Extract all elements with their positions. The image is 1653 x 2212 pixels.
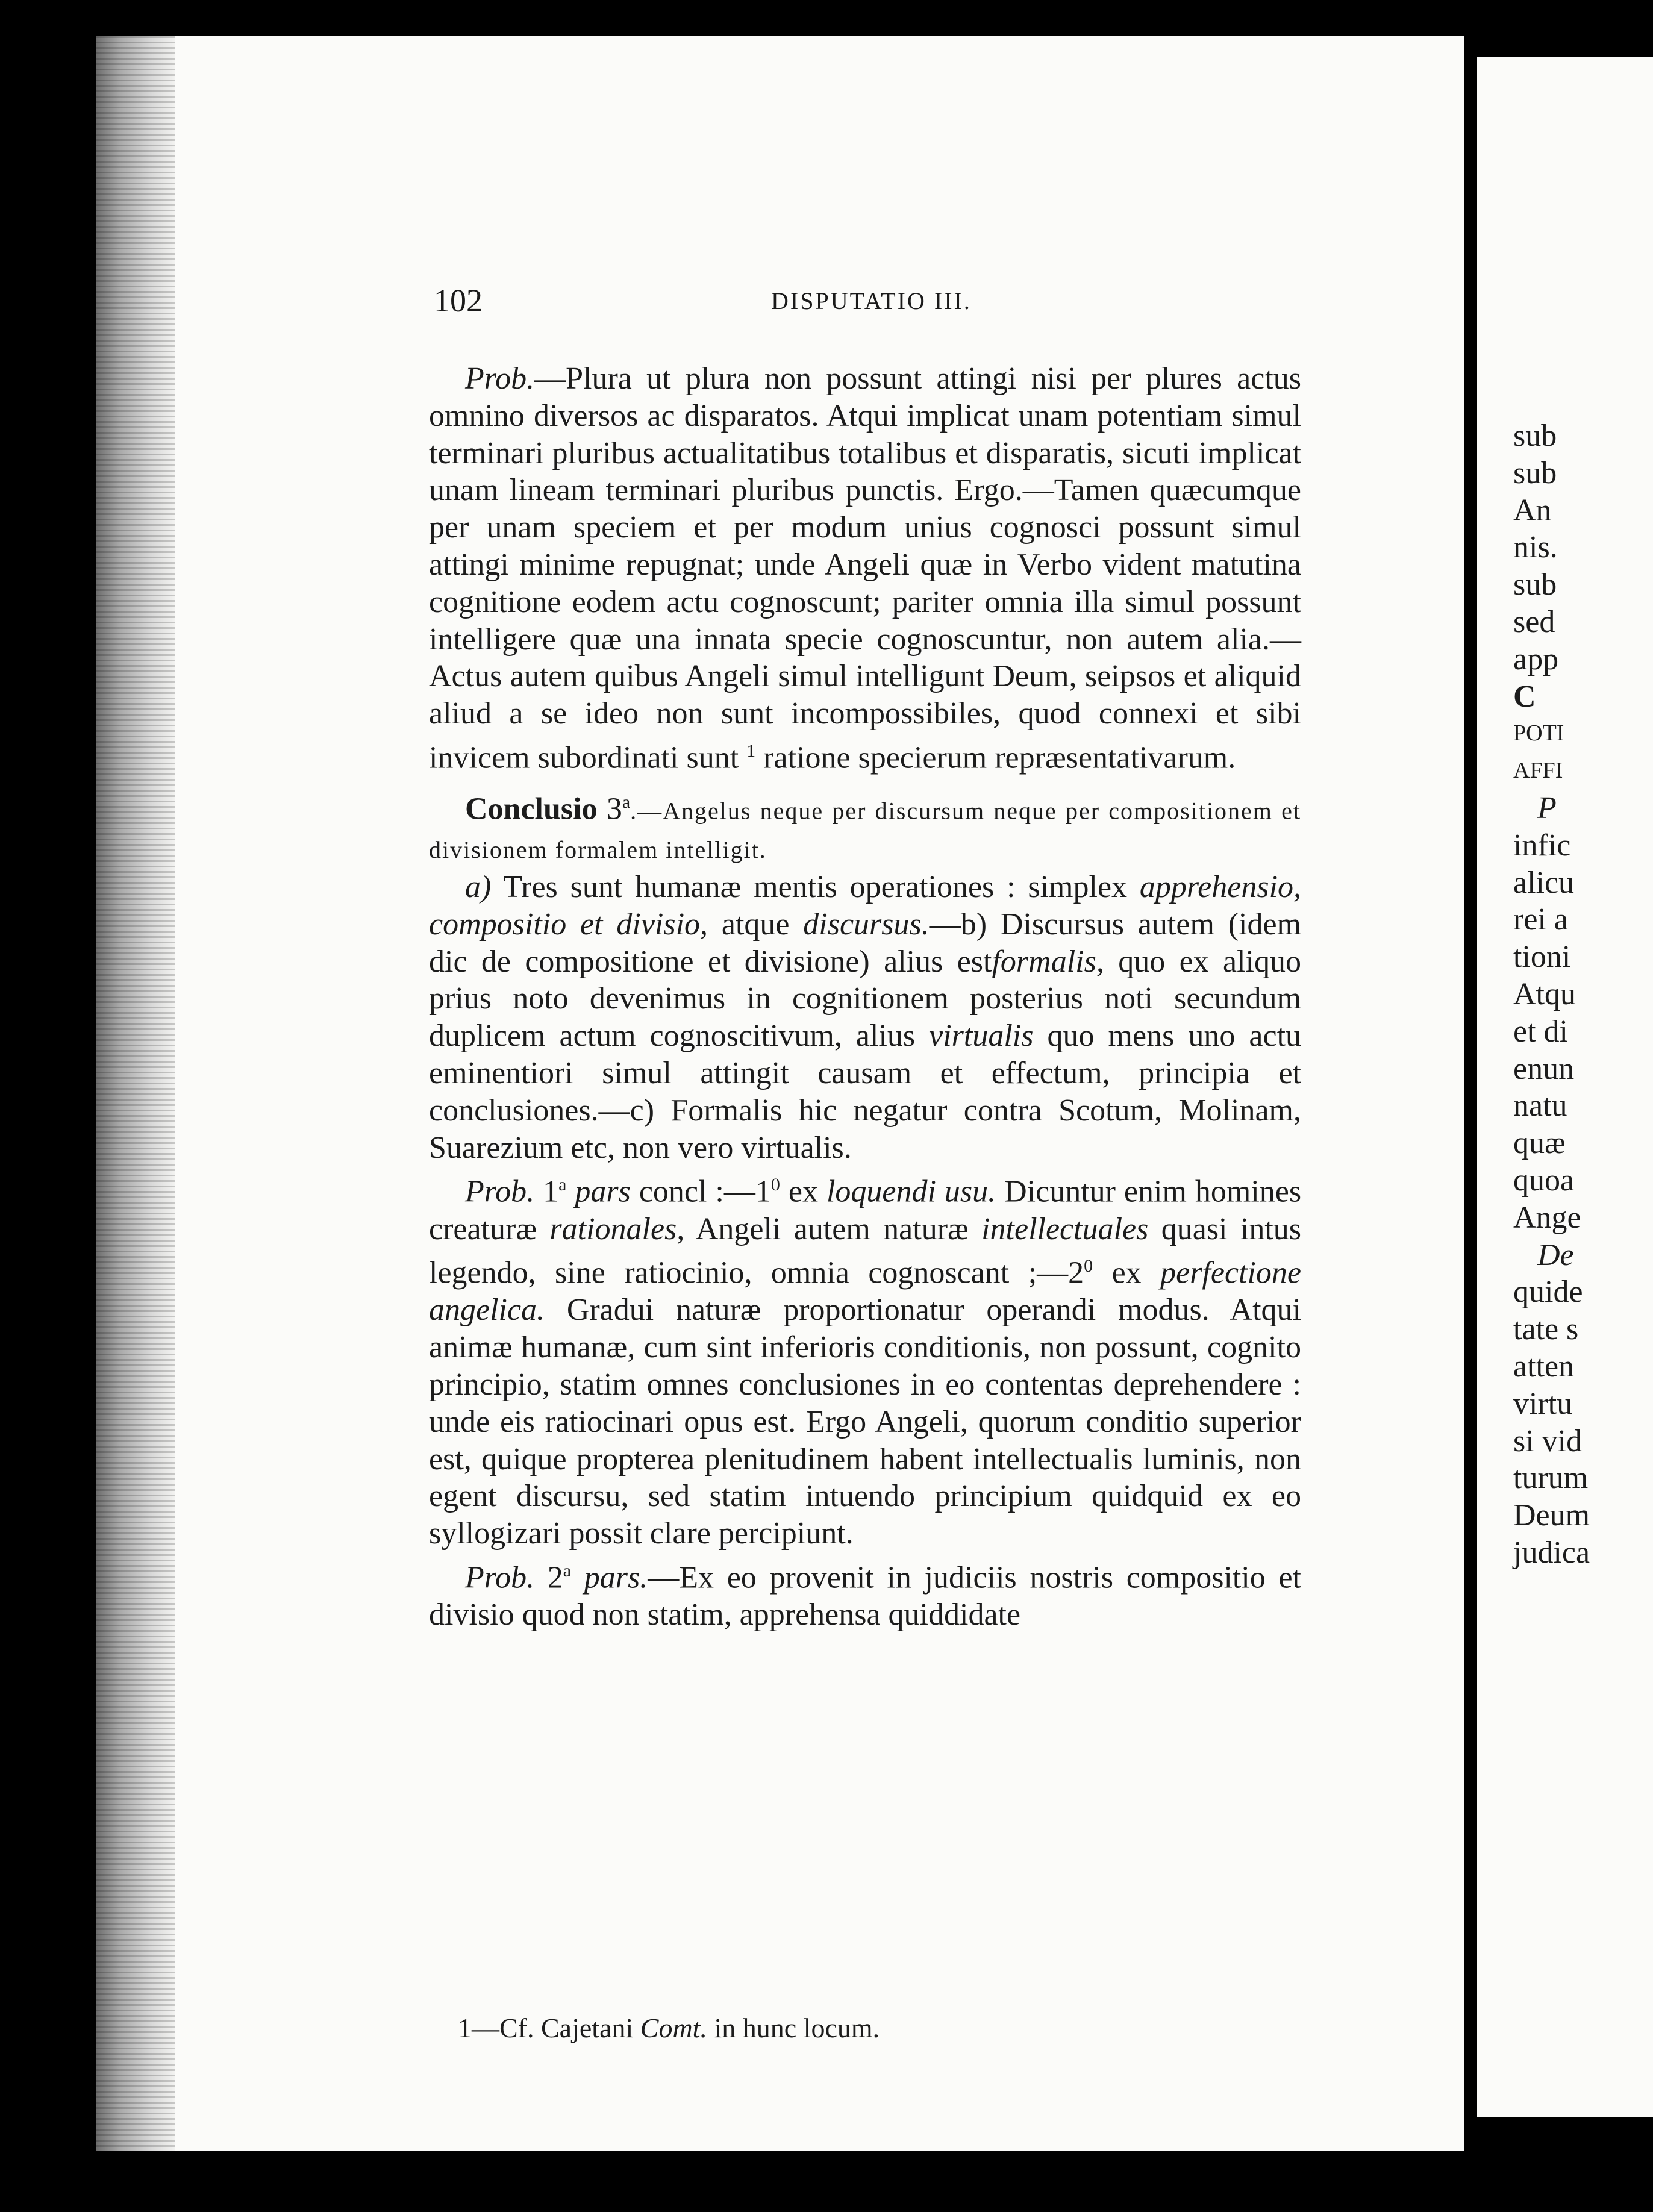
fragment-line: sub: [1513, 567, 1557, 602]
fragment-line: rei a: [1513, 902, 1568, 937]
fragment-line: quæ: [1513, 1126, 1566, 1161]
fragment-line: AFFI: [1513, 758, 1563, 784]
paragraph-text: ex: [788, 1174, 818, 1209]
fragment-line: et di: [1513, 1014, 1568, 1049]
conclusio-label: Conclusio: [465, 792, 598, 826]
fragment-line: enun: [1513, 1051, 1575, 1086]
part-number: 2: [547, 1560, 563, 1595]
right-page-text: [1513, 417, 1653, 1572]
fragment-line: sub: [1513, 455, 1557, 490]
fragment-line: app: [1513, 642, 1559, 676]
ordinal-sup: 0: [770, 1175, 780, 1195]
footnote-text: 1—Cf. Cajetani: [458, 2013, 634, 2043]
conclusio-sup: a: [622, 792, 631, 813]
italic-term: intellectuales: [981, 1211, 1149, 1246]
fragment-line: sed: [1513, 604, 1555, 639]
right-page-fragment: [1477, 57, 1653, 2117]
fragment-line: An: [1513, 493, 1552, 528]
italic-term: discursus.: [803, 907, 930, 942]
footnote-ref: 1: [746, 740, 756, 761]
footnote-italic: Comt.: [640, 2013, 707, 2043]
conclusio-text: .—Angelus neque per discursum neque per compositionem et divisionem formalem intelligit.: [429, 797, 1301, 864]
paragraph-text: Gradui naturæ proportionatur operandi modus. Atqui animæ humanæ, cum sint inferioris conditionis, non possunt, cognito principio, statim omnes conclusiones in eo contentas deprehendere : unde eis ratiocinari opus est. Ergo Angeli, quorum conditio superior est, quique propterea plenitudinem habent intellectualis luminis, non egent discursu, sed statim intuendo principium quidquid ex eo syllogizari possit clare percipiunt.: [429, 1293, 1302, 1551]
fragment-line: quide: [1513, 1275, 1583, 1310]
fragment-line: C: [1513, 679, 1536, 714]
paragraph-a: [429, 869, 1301, 1166]
paragraph-text: quo ex aliquo prius noto devenimus in cognitionem posterius noti secundum duplicem actum cognoscitivum, alius: [429, 944, 1302, 1054]
italic-term: formalis,: [992, 944, 1104, 979]
prob-label: Prob.: [465, 1174, 535, 1209]
paragraph-text: ex: [1111, 1255, 1142, 1290]
italic-term: virtualis: [929, 1019, 1034, 1054]
conclusio-number: 3: [606, 792, 622, 826]
paragraph-text: quo mens uno actu eminentiori simul attingit causam et effectum, principia et conclusiones.—c) Formalis hic negatur contra Scotum, Molinam, Suarezium etc, non vero virtualis.: [429, 1019, 1302, 1165]
part-sup: a: [558, 1175, 567, 1195]
running-title: DISPUTATIO III.: [771, 287, 972, 314]
fragment-line: alicu: [1513, 865, 1575, 900]
book-binding-edge: [96, 36, 175, 2151]
paragraph-text: —b) Discursus autem (idem dic de compositione et divisione) alius est: [429, 907, 1301, 979]
footnote: [458, 2012, 1301, 2044]
paragraph-text: Angeli autem naturæ: [695, 1211, 969, 1246]
paragraph-prob-3: [429, 1552, 1301, 1634]
paragraph-text: —Plura ut plura non possunt attingi nisi per plures actus omnino diversos ac disparatos. Atqui implicat unam potentiam simul terminari pluribus actualitatibus totalibus et disparatis, sicuti implicat unam lineam terminari pluribus punctis. Ergo.—Tamen quæcumque per unam speciem et per modum unius cognosci possunt simul attingi minime repugnat; unde Angeli quæ in Verbo vident matutina cognitione eodem actu cognoscunt; pariter omnia illa simul possunt intelligere quæ una innata specie cognoscuntur, non autem alia.—Actus autem quibus Angeli simul intelligunt Deum, seipsos et aliquid aliud a se ideo non sunt incompossibiles, quod connexi et sibi invicem subordinati sunt: [429, 361, 1301, 775]
part-number: 1: [543, 1174, 559, 1209]
fragment-line: POTI: [1513, 720, 1564, 746]
paragraph-text: Dicuntur enim homines creaturæ: [429, 1174, 1302, 1246]
paragraph-text: quasi intus legendo, sine ratiocinio, omnia cognoscant ;—2: [429, 1211, 1302, 1290]
fragment-line: virtu: [1513, 1386, 1573, 1421]
fragment-line: judica: [1513, 1535, 1590, 1570]
paragraph-text: atque: [721, 907, 790, 942]
fragment-line: quoa: [1513, 1163, 1575, 1198]
fragment-line: Ange: [1513, 1200, 1581, 1235]
fragment-line: Atqu: [1513, 976, 1576, 1011]
paragraph-text: concl :—1: [639, 1174, 771, 1209]
fragment-line: natu: [1513, 1089, 1567, 1123]
italic-term: pars: [575, 1174, 631, 1209]
page-number: 102: [434, 283, 483, 319]
fragment-line: sub: [1513, 419, 1557, 453]
italic-term: apprehensio, compositio et divisio,: [429, 870, 1302, 942]
fragment-line: tioni: [1513, 940, 1571, 975]
fragment-line: atten: [1513, 1349, 1575, 1384]
paragraph-text: ratione specierum repræsentativarum.: [763, 740, 1236, 775]
paragraph-text: —Ex eo provenit in judiciis nostris compositio et divisio quod non statim, apprehensa quiddidate: [429, 1560, 1302, 1632]
fragment-line: nis.: [1513, 530, 1558, 565]
footnote-text: in hunc locum.: [714, 2013, 880, 2043]
body-text: [429, 360, 1301, 1634]
fragment-line: turum: [1513, 1461, 1589, 1496]
fragment-line: De: [1537, 1237, 1574, 1272]
fragment-line: tate s: [1513, 1312, 1579, 1347]
prob-label: Prob.: [465, 361, 535, 396]
paragraph-conclusio: [429, 784, 1301, 869]
fragment-line: Deum: [1513, 1498, 1590, 1533]
paragraph-prob-2: [429, 1166, 1301, 1552]
italic-term: rationales,: [549, 1211, 685, 1246]
italic-term: loquendi usu.: [826, 1174, 996, 1209]
paragraph-prob-1: [429, 360, 1301, 776]
fragment-line: infic: [1513, 828, 1571, 863]
part-sup: a: [563, 1561, 572, 1581]
prob-label: Prob.: [465, 1560, 535, 1595]
italic-term: pars.: [584, 1560, 648, 1595]
italic-term: perfectione angelica.: [429, 1255, 1302, 1328]
ordinal-sup: 0: [1084, 1256, 1093, 1276]
running-header: [434, 282, 1306, 324]
paragraph-text: Tres sunt humanæ mentis operationes : simplex: [503, 870, 1128, 905]
item-marker: a): [465, 870, 492, 905]
fragment-line: si vid: [1513, 1423, 1583, 1458]
fragment-line: P: [1537, 790, 1557, 825]
